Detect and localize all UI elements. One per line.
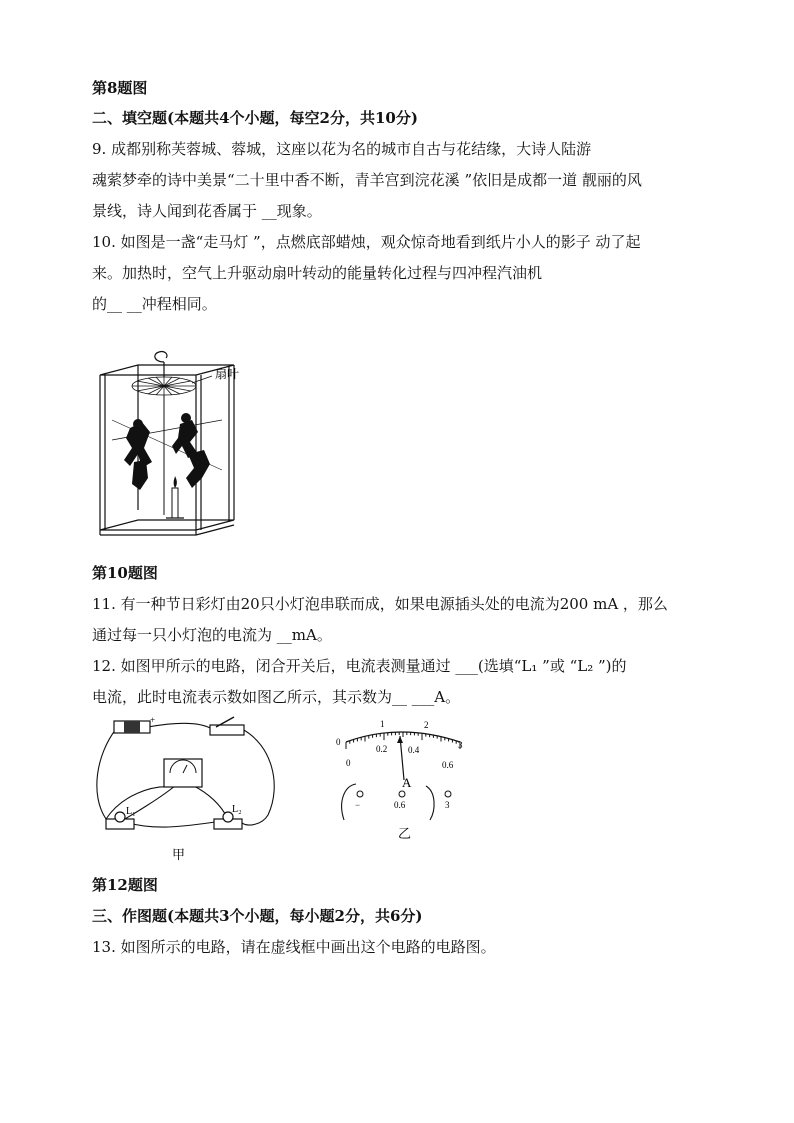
- question-11-line-2: 通过每一只小灯泡的电流为 __mA。: [92, 626, 332, 644]
- candle-icon: [166, 476, 184, 518]
- svg-text:−: −: [355, 800, 361, 810]
- hook-icon: [155, 352, 167, 377]
- ammeter-dial-figure-yi: [330, 712, 470, 844]
- svg-text:2: 2: [424, 720, 429, 730]
- lamp-l1-label: L₁: [126, 806, 136, 817]
- svg-text:1: 1: [380, 719, 385, 729]
- section-3-heading: 三、作图题(本题共3个小题，每小题2分，共6分): [92, 907, 423, 925]
- question-10-line-1: 10. 如图是一盏“走马灯 ”，点燃底部蜡烛，观众惊奇地看到纸片小人的影子 动了起: [92, 233, 641, 251]
- svg-text:3: 3: [458, 740, 463, 750]
- svg-text:3: 3: [445, 800, 450, 810]
- svg-text:0.6: 0.6: [442, 760, 454, 770]
- wire: [192, 785, 228, 819]
- svg-text:0: 0: [336, 737, 341, 747]
- svg-text:0.4: 0.4: [408, 745, 420, 755]
- figure-12-caption: 第12题图: [92, 876, 158, 894]
- wire: [148, 723, 212, 729]
- revolving-lantern-figure: [92, 350, 252, 545]
- terminals: [355, 791, 451, 810]
- fan-label: 扇叶: [215, 367, 240, 381]
- question-12-line-1: 12. 如图甲所示的电路，闭合开关后，电流表测量通过 ___(选填“L₁ ”或 “L₂ ”)的: [92, 657, 627, 675]
- meter-unit-label: A: [402, 775, 412, 790]
- wire: [242, 729, 274, 825]
- ammeter-icon: [164, 759, 202, 787]
- question-11-line-1: 11. 有一种节日彩灯由20只小灯泡串联而成，如果电源插头处的电流为200 mA ，那么: [92, 595, 668, 613]
- question-9-line-1: 9. 成都别称芙蓉城、蓉城，这座以花为名的城市自古与花结缘，大诗人陆游: [92, 140, 592, 158]
- question-10-line-3: 的__ __冲程相同。: [92, 295, 217, 313]
- svg-text:+: +: [150, 715, 156, 725]
- question-9-line-3: 景线，诗人闻到花香属于 __现象。: [92, 202, 322, 220]
- question-13-line-1: 13. 如图所示的电路，请在虚线框中画出这个电路的电路图。: [92, 938, 496, 956]
- figure-10-caption: 第10题图: [92, 564, 158, 582]
- question-9-line-2: 魂萦梦牵的诗中美景“二十里中香不断，青羊宫到浣花溪 ”依旧是成都一道 靓丽的风: [92, 171, 642, 189]
- svg-text:0.2: 0.2: [376, 744, 388, 754]
- wire: [118, 785, 176, 823]
- battery-icon: [114, 715, 155, 733]
- switch-icon: [210, 717, 244, 735]
- lantern-top-frame: [100, 365, 234, 375]
- question-10-line-2: 来。加热时，空气上升驱动扇叶转动的能量转化过程与四冲程汽油机: [92, 264, 543, 282]
- wire: [122, 821, 222, 827]
- svg-text:0.6: 0.6: [394, 800, 406, 810]
- figure-8-caption: 第8题图: [92, 79, 148, 97]
- fan-leader-line: [192, 376, 212, 383]
- lamp-l2-icon: [214, 804, 242, 829]
- figure-jia-label: 甲: [172, 847, 186, 862]
- lamp-l2-label: L₂: [232, 804, 242, 815]
- fan-blades: [132, 377, 196, 395]
- wire: [97, 729, 116, 819]
- circuit-figure-jia: [92, 715, 292, 865]
- lantern-bottom-frame: [100, 520, 234, 530]
- lamp-l1-icon: [106, 806, 136, 829]
- question-12-line-2: 电流，此时电流表示数如图乙所示，其示数为__ ___A。: [92, 688, 461, 706]
- figure-yi-label: 乙: [398, 826, 412, 841]
- section-2-heading: 二、填空题(本题共4个小题，每空2分，共10分): [92, 109, 418, 127]
- svg-text:0: 0: [346, 758, 351, 768]
